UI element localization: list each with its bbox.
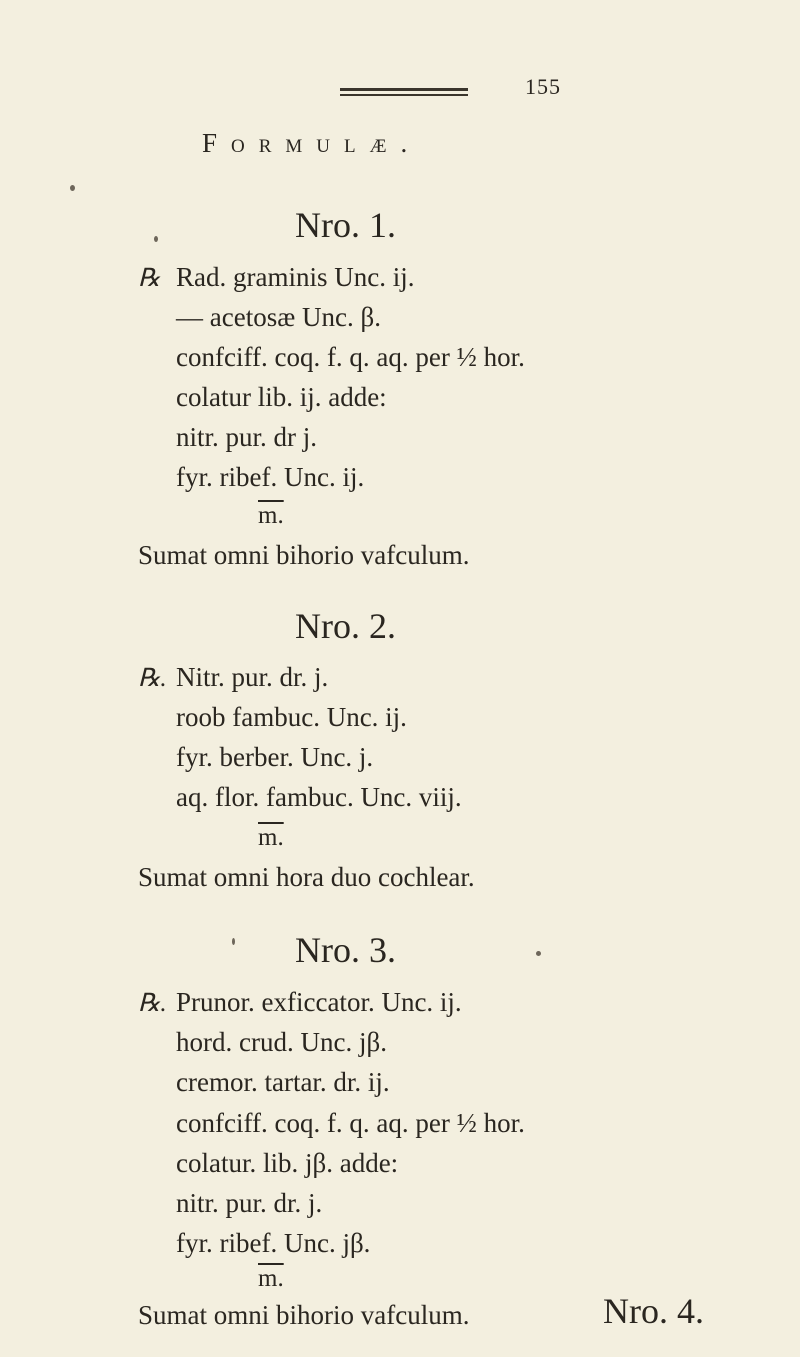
section-heading: Nro. 2.: [295, 606, 396, 646]
dosage-instruction: Sumat omni hora duo cochlear.: [138, 862, 475, 892]
recipe-line: fyr. berber. Unc. j.: [176, 742, 374, 772]
misce-mark: m.: [258, 502, 284, 529]
running-title: Formulæ.: [202, 128, 422, 158]
header-rule-thin: [340, 94, 468, 96]
recipe-line: confciff. coq. f. q. aq. per ½ hor.: [176, 1108, 525, 1138]
dosage-instruction: Sumat omni bihorio vafculum.: [138, 1300, 470, 1330]
header-rule-thick: [340, 88, 468, 91]
recipe-line: Nitr. pur. dr. j.: [176, 662, 329, 692]
recipe-symbol: ℞: [138, 265, 161, 292]
recipe-line: nitr. pur. dr. j.: [176, 1188, 323, 1218]
recipe-line: roob fambuc. Unc. ij.: [176, 702, 407, 732]
ink-speck: [70, 185, 75, 191]
recipe-symbol: ℞.: [138, 990, 167, 1017]
recipe-line: confciff. coq. f. q. aq. per ½ hor.: [176, 342, 525, 372]
recipe-line: fyr. ribef. Unc. ij.: [176, 462, 365, 492]
recipe-line: Prunor. exficcator. Unc. ij.: [176, 987, 462, 1017]
recipe-line: — acetosæ Unc. β.: [176, 302, 381, 332]
recipe-line: colatur lib. ij. adde:: [176, 382, 387, 412]
header-rule: [340, 88, 468, 98]
dosage-instruction: Sumat omni bihorio vafculum.: [138, 540, 470, 570]
recipe-line: hord. crud. Unc. jβ.: [176, 1027, 387, 1057]
ink-speck: [154, 236, 158, 242]
misce-mark: m.: [258, 1265, 284, 1292]
page-number: 155: [525, 74, 561, 99]
recipe-line: fyr. ribef. Unc. jβ.: [176, 1228, 371, 1258]
ink-speck: [536, 951, 541, 956]
recipe-line: Rad. graminis Unc. ij.: [176, 262, 415, 292]
recipe-line: nitr. pur. dr j.: [176, 422, 317, 452]
section-heading: Nro. 3.: [295, 930, 396, 970]
ink-speck: [232, 938, 235, 945]
recipe-line: colatur. lib. jβ. adde:: [176, 1148, 399, 1178]
misce-mark: m.: [258, 824, 284, 851]
recipe-line: aq. flor. fambuc. Unc. viij.: [176, 782, 462, 812]
section-heading: Nro. 1.: [295, 205, 396, 245]
catchword: Nro. 4.: [603, 1291, 704, 1331]
recipe-symbol: ℞.: [138, 665, 167, 692]
recipe-line: cremor. tartar. dr. ij.: [176, 1067, 390, 1097]
